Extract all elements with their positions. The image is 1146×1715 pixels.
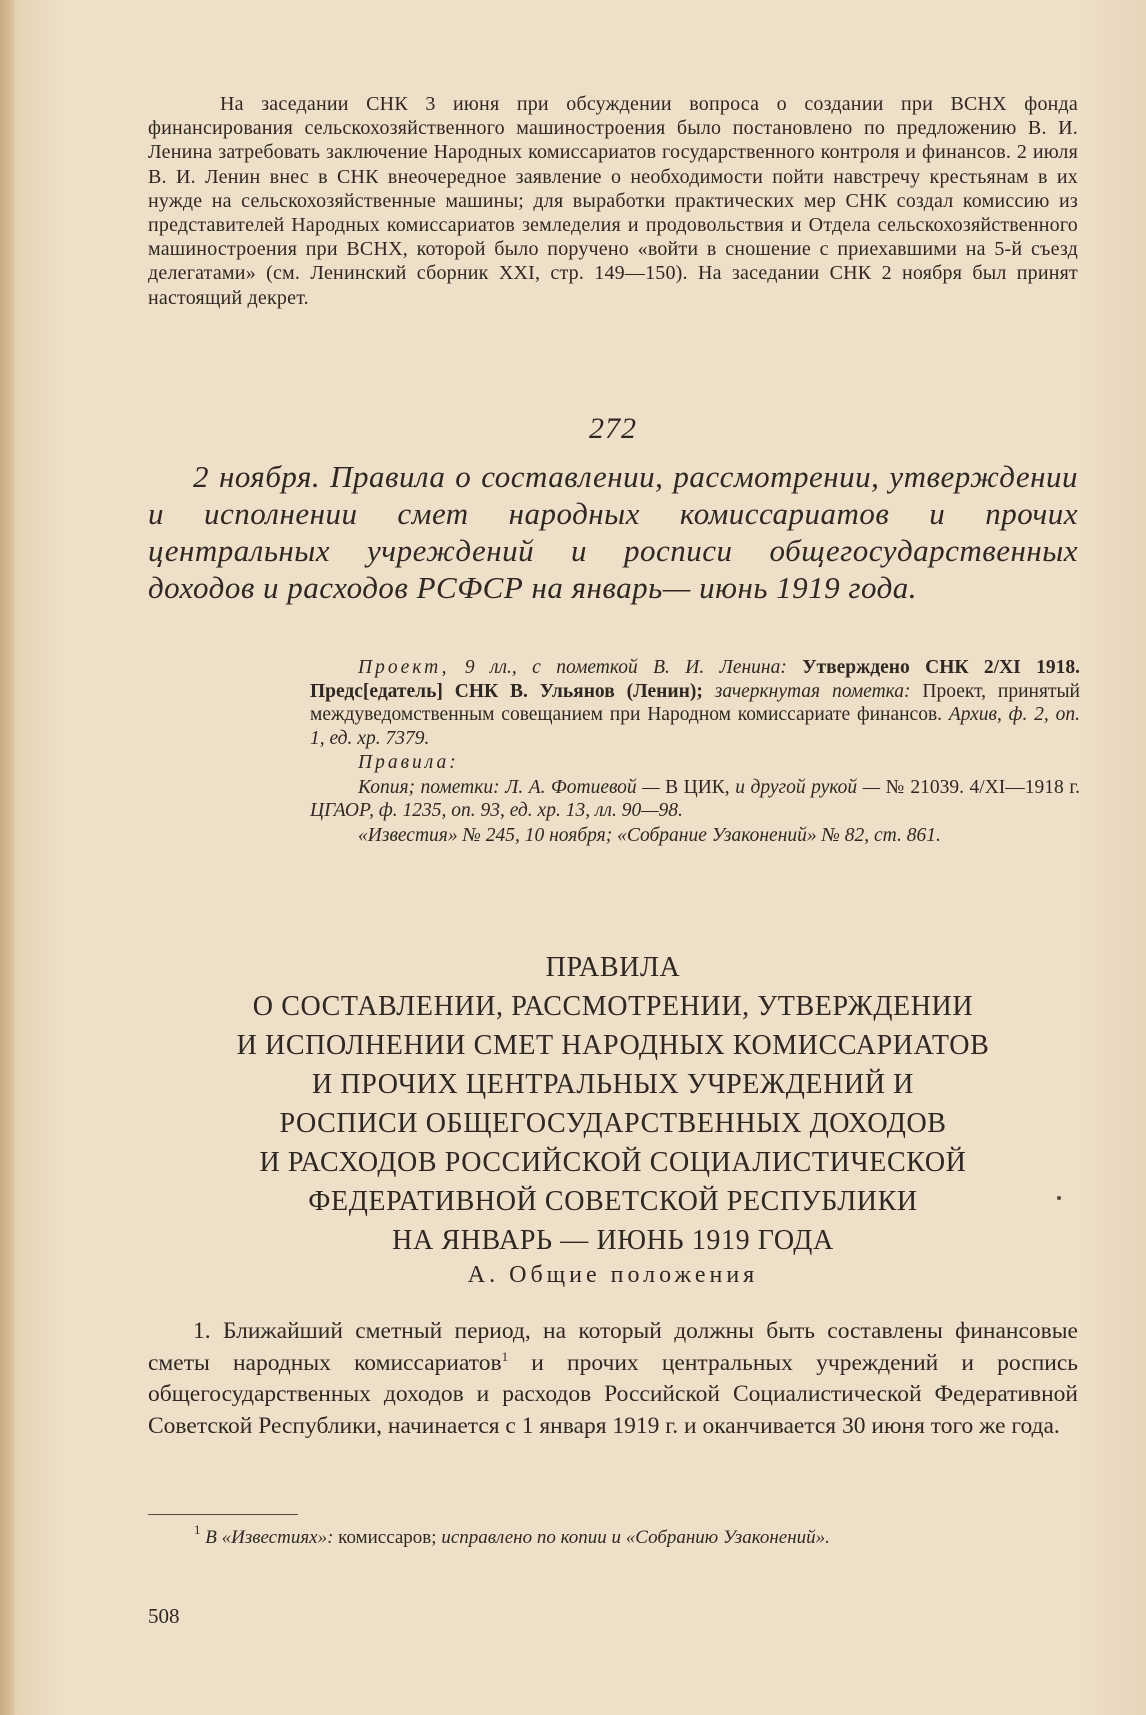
- heading-line: ПРАВИЛА: [545, 952, 681, 983]
- clause-1: [148, 1316, 1078, 1442]
- heading-line: И ПРОЧИХ ЦЕНТРАЛЬНЫХ УЧРЕЖДЕНИЙ И: [312, 1069, 914, 1100]
- document-title: 2 ноября. Правила о составлении, рассмотрении, утверждении и исполнении смет народных комиссариатов и прочих центральных учреждений и росписи общегосударственных доходов и расходов РСФСР на январь— июнь 1919 года.: [148, 459, 1078, 605]
- draft-crossed-label: зачеркнутая пометка:: [714, 680, 911, 702]
- source-copy: [310, 776, 1080, 823]
- footnote-ref: 1: [501, 1348, 509, 1364]
- source-draft: [310, 656, 1080, 750]
- page-gutter-edge: [0, 0, 14, 1715]
- source-rules-label: [310, 751, 1080, 775]
- copy-other-hand: и другой рукой —: [735, 776, 881, 798]
- draft-note-intro: 9 лл., с пометкой В. И. Ленина:: [464, 657, 787, 678]
- footnote-mark: 1: [194, 1522, 201, 1537]
- clause-1-text-b: и прочих центральных учреждений и роспись общегосударственных доходов и расходов Российской Социалистической Федеративной Советской Республики, начинается с 1 января 1919 г. и оканчивается 30 июня того же года.: [148, 1349, 1078, 1439]
- footnote-source: В «Известиях»:: [205, 1527, 334, 1548]
- copy-archive: ЦГАОР, ф. 1235, оп. 93, ед. хр. 13, лл. 90—98.: [310, 800, 683, 821]
- heading-line: НА ЯНВАРЬ — ИЮНЬ 1919 ГОДА: [392, 1225, 834, 1256]
- section-title: А. Общие положения: [467, 1262, 759, 1288]
- page-number: 508: [148, 1604, 180, 1628]
- rules-label: Правила:: [358, 752, 459, 773]
- copy-text-1: В ЦИК,: [665, 776, 730, 798]
- decree-heading: [148, 948, 1078, 1260]
- clause-1-text-a: 1. Ближайший сметный период, на который должны быть составлены финансовые сметы народных комиссариатов: [148, 1318, 1078, 1376]
- document-number: 272: [589, 412, 637, 445]
- draft-label: Проект,: [358, 657, 450, 678]
- footnote-correction: исправлено по копии и «Собранию Узаконений».: [441, 1527, 830, 1548]
- copy-label: Копия; пометки: Л. А. Фотиевой —: [358, 776, 660, 798]
- heading-line: И РАСХОДОВ РОССИЙСКОЙ СОЦИАЛИСТИЧЕСКОЙ: [259, 1147, 967, 1178]
- footnote: [148, 1522, 1078, 1550]
- source-publication: [310, 824, 1080, 848]
- intro-paragraph: На заседании СНК 3 июня при обсуждении вопроса о создании при ВСНХ фонда финансирования сельскохозяйственного машиностроения было постановлено по предложению В. И. Ленина затребовать заключение Народных комиссариатов государственного контроля и финансов. 2 июля В. И. Ленин внес в СНК внеочередное заявление о необходимости пойти навстречу крестьянам в их нужде на сельскохозяйственные машины; для выработки практических мер СНК создал комиссию из представителей Народных комиссариатов земледелия и продовольствия и Отдела сельскохозяйственного машиностроения при ВСНХ, которой было поручено «войти в сношение с приехавшими на 5-й съезд делегатами» (см. Ленинский сборник XXI, стр. 149—150). На заседании СНК 2 ноября был принят настоящий декрет.: [148, 93, 1078, 309]
- draft-archive: Архив, ф. 2, оп. 1, ед. хр. 7379.: [310, 704, 1080, 749]
- heading-line: И ИСПОЛНЕНИИ СМЕТ НАРОДНЫХ КОМИССАРИАТОВ: [236, 1030, 990, 1061]
- draft-crossed-text: Проект, принятый междуведомственным совещанием при Народном комиссариате финансов.: [310, 680, 1080, 725]
- draft-approval: Утверждено СНК 2/XI 1918. Предс[едатель] СНК В. Ульянов (Ленин);: [310, 657, 1081, 702]
- source-notes: [310, 656, 1080, 848]
- footnote-divider: [148, 1514, 298, 1515]
- footnote-text: комиссаров;: [338, 1527, 437, 1548]
- publication-text: «Известия» № 245, 10 ноября; «Собрание Узаконений» № 82, ст. 861.: [358, 824, 941, 846]
- heading-line: О СОСТАВЛЕНИИ, РАССМОТРЕНИИ, УТВЕРЖДЕНИИ: [252, 991, 974, 1022]
- copy-text-2: № 21039. 4/XI—1918 г.: [885, 776, 1080, 798]
- heading-line: РОСПИСИ ОБЩЕГОСУДАРСТВЕННЫХ ДОХОДОВ: [279, 1108, 947, 1139]
- heading-line: ФЕДЕРАТИВНОЙ СОВЕТСКОЙ РЕСПУБЛИКИ: [308, 1186, 918, 1217]
- paper-speck: [1057, 1196, 1061, 1200]
